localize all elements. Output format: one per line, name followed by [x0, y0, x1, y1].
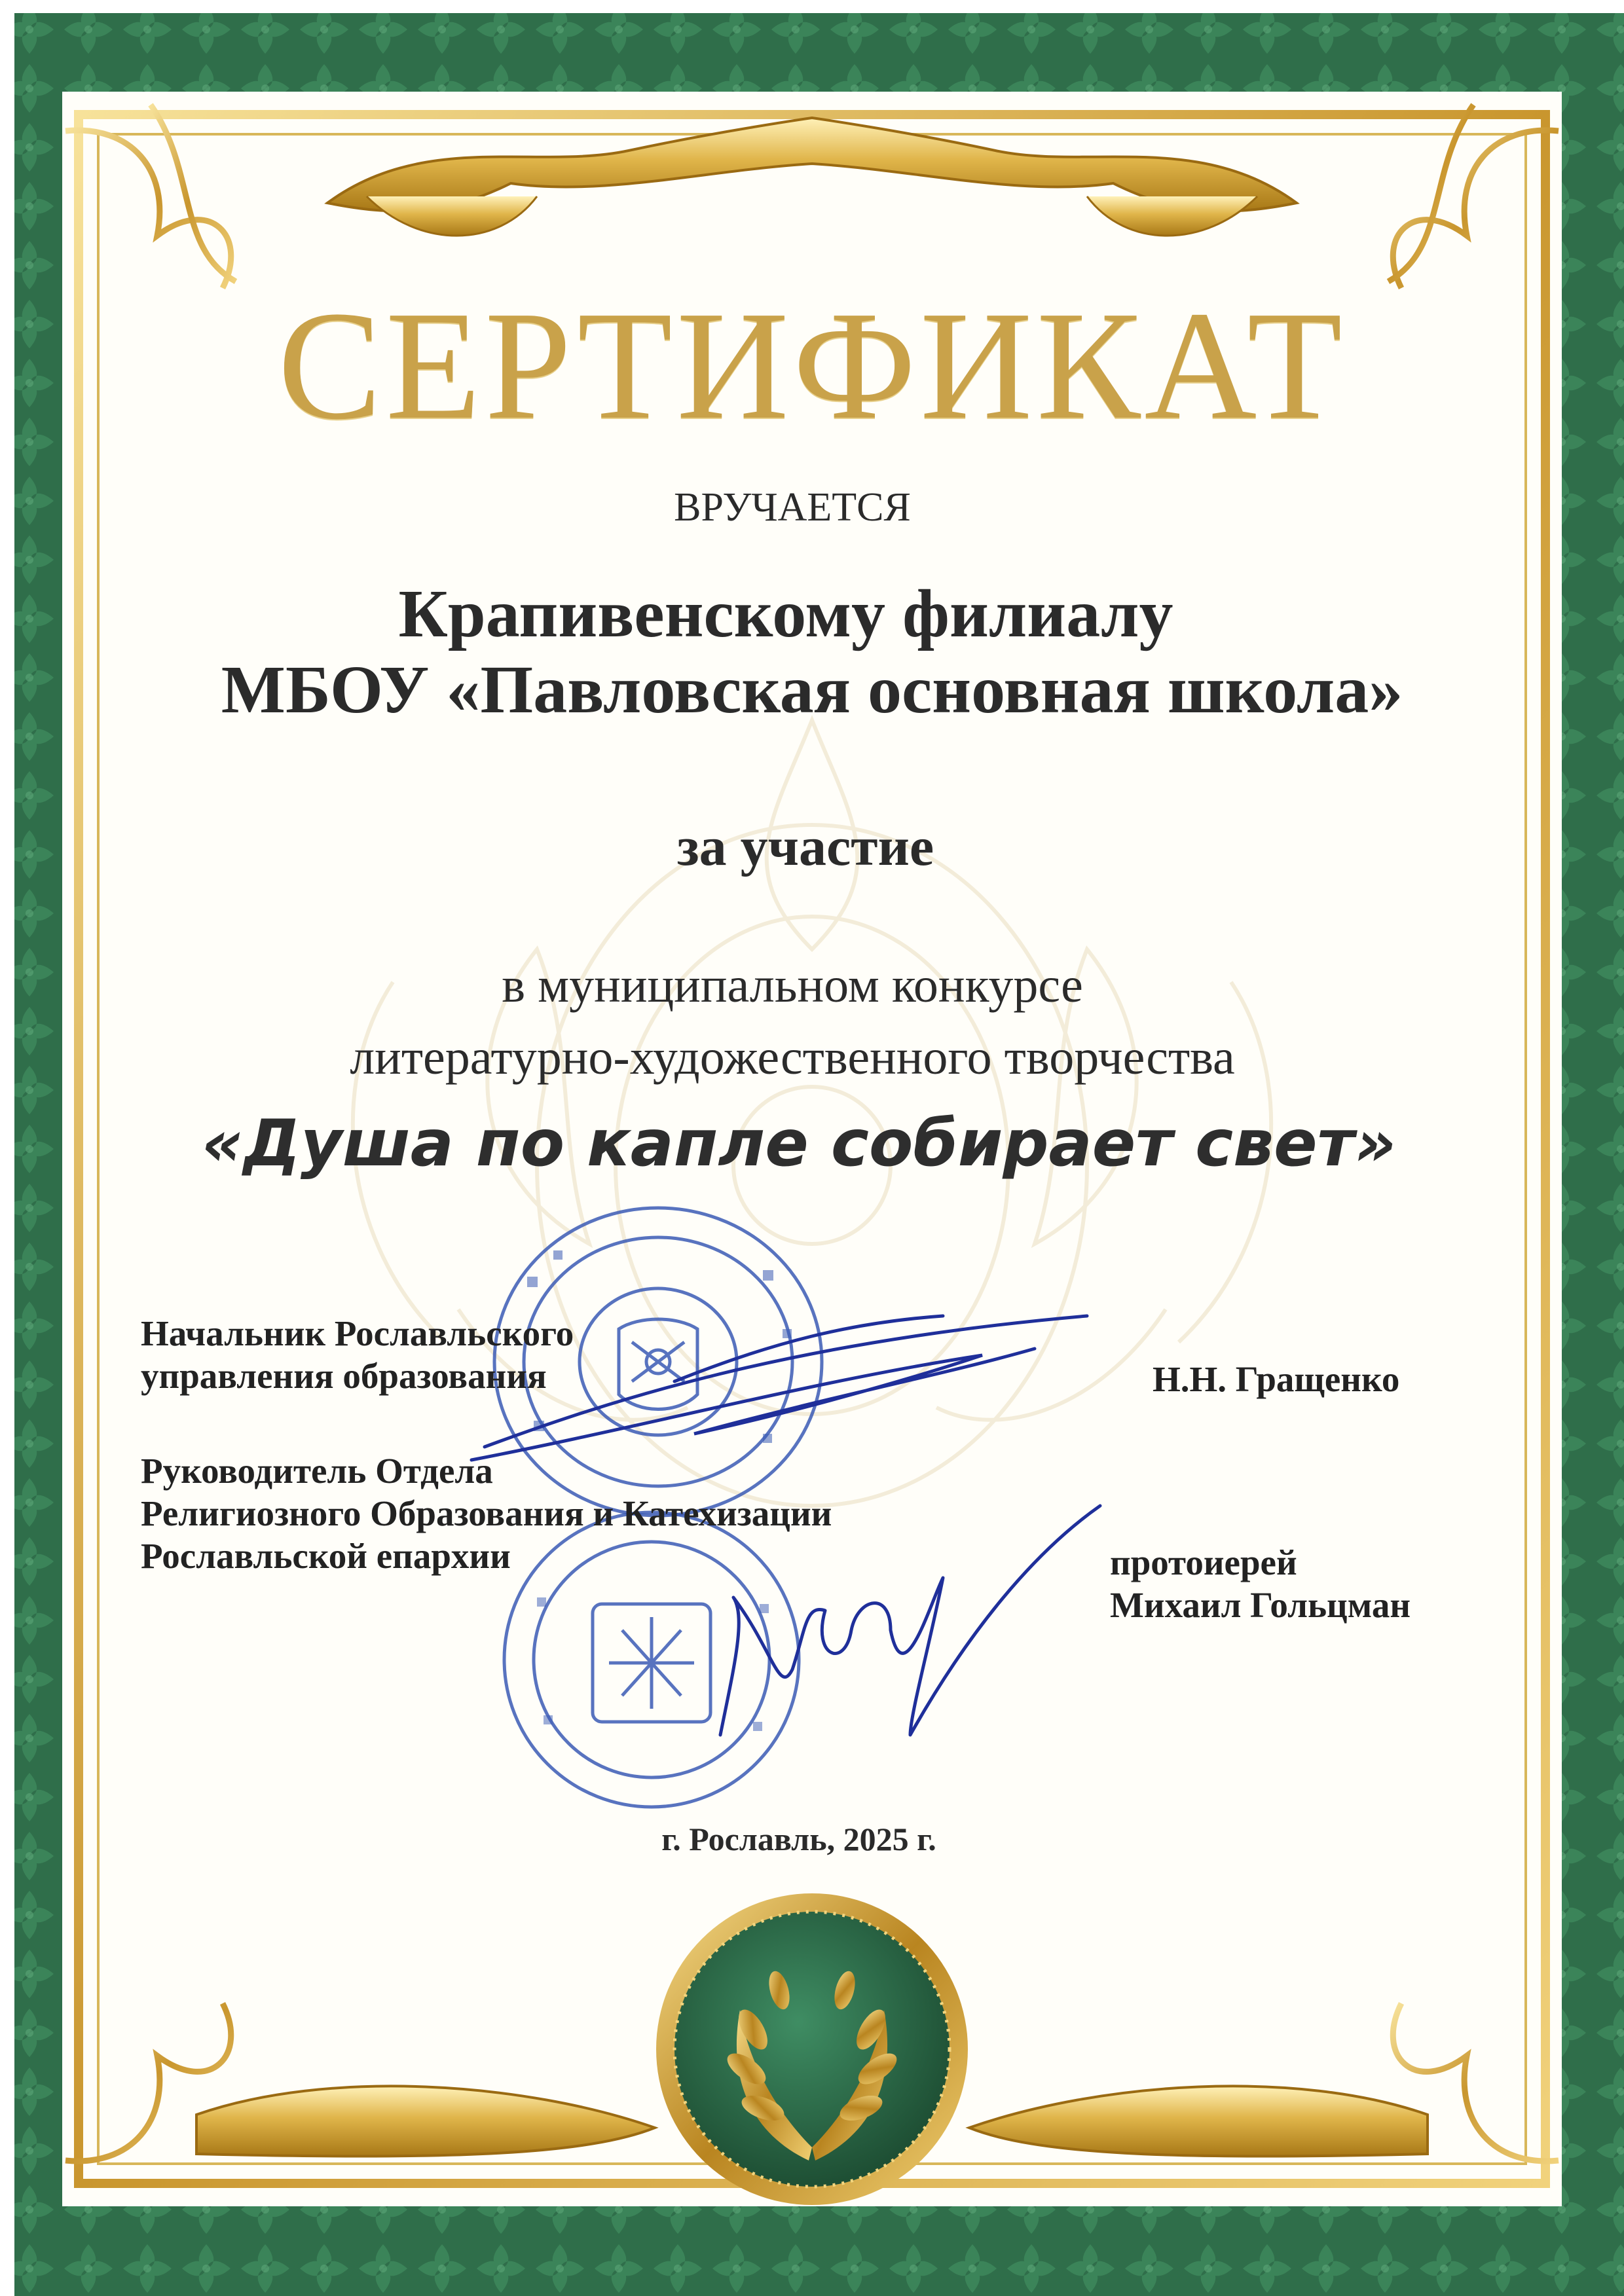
signatory-2-title-line-2: Религиозного Образования и Катехизации	[141, 1493, 832, 1533]
signatory-2-title-line-1: Руководитель Отдела	[141, 1451, 493, 1491]
place-and-date: г. Рославль, 2025 г.	[661, 1821, 936, 1857]
recipient-line-1: Крапивенскому филиалу	[398, 576, 1173, 651]
signatory-2-rank: протоиерей	[1110, 1542, 1297, 1582]
contest-line-2: литературно-художественного творчества	[350, 1030, 1235, 1085]
contest-description	[0, 949, 1585, 1093]
contest-title: «Душа по капле собирает свет»	[201, 1106, 1397, 1181]
signatory-2-title	[141, 1450, 832, 1578]
signatory-1-title	[141, 1313, 574, 1398]
contest-line-1: в муниципальном конкурсе	[502, 958, 1083, 1013]
for-participation-label: за участие	[676, 816, 934, 877]
laurel-medal-emblem	[648, 1886, 976, 2213]
recipient-name	[0, 576, 1624, 729]
signatory-1-name: Н.Н. Гращенко	[1153, 1359, 1400, 1399]
presented-to-label: ВРУЧАЕТСЯ	[674, 485, 911, 530]
certificate-title: СЕРТИФИКАТ	[278, 280, 1346, 452]
recipient-line-2: МБОУ «Павловская основная школа»	[221, 652, 1403, 728]
signatory-1-title-line-1: Начальник Рославльского	[141, 1313, 574, 1353]
signatory-2-name: Михаил Гольцман	[1110, 1584, 1411, 1625]
signatory-1-title-line-2: управления образования	[141, 1355, 547, 1396]
signatory-2-title-line-3: Рославльской епархии	[141, 1535, 511, 1576]
signatory-2-rank-name	[1110, 1542, 1411, 1627]
